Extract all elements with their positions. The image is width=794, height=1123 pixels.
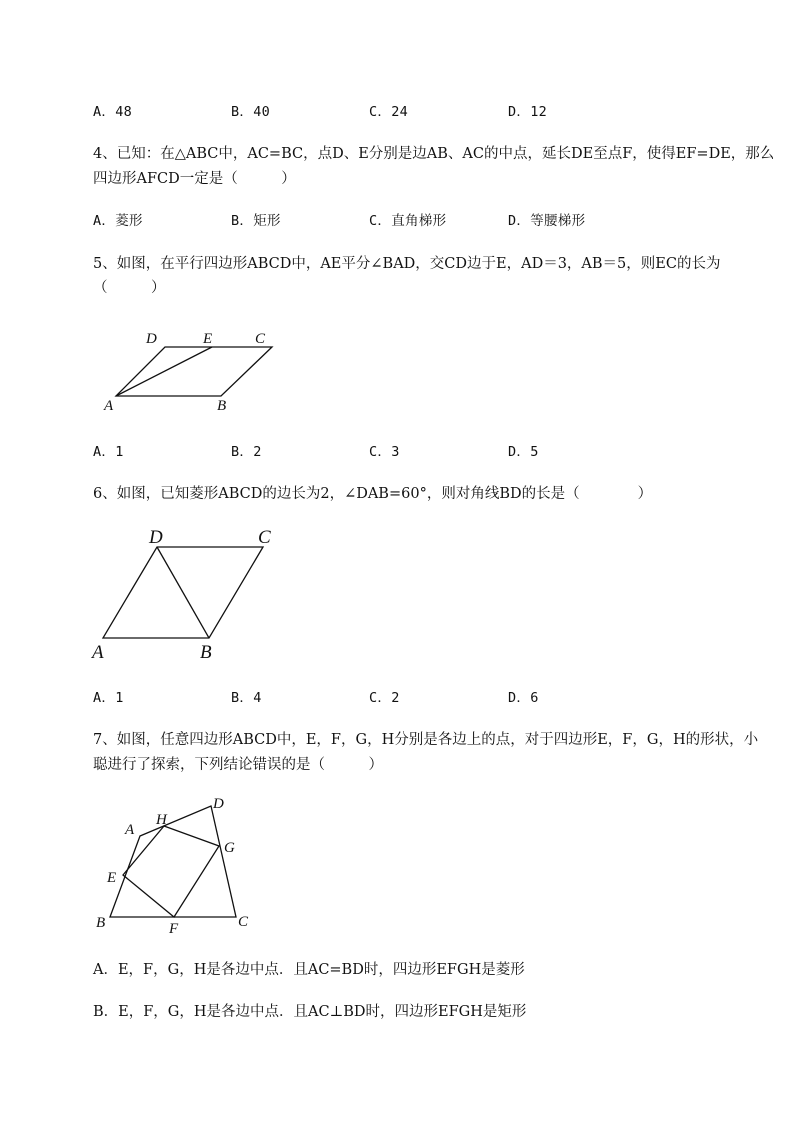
q5-stem-line2: （ ）: [93, 280, 166, 296]
q5-label-a: A: [104, 398, 114, 414]
q5-label-e: E: [203, 331, 213, 347]
q3-option-c: C．24: [369, 104, 409, 120]
q7-label-e: E: [107, 870, 117, 886]
q7-label-d: D: [213, 796, 224, 812]
q6-option-a: A．1: [93, 690, 124, 706]
q4-stem-line1: 4、已知：在△ABC中，AC=BC，点D、E分别是边AB、AC的中点，延长DE至点F，使得EF=DE，那么: [93, 146, 775, 162]
q6-label-a: A: [92, 642, 104, 663]
q4-option-c: C．直角梯形: [369, 213, 447, 229]
q7-stem-line1: 7、如图，任意四边形ABCD中，E，F，G，H分别是各边上的点，对于四边形E，F，G，H的形状，小: [93, 732, 759, 748]
q5-option-a: A．1: [93, 444, 124, 460]
q7-option-b: B．E，F，G，H是各边中点．且AC⊥BD时，四边形EFGH是矩形: [93, 1004, 527, 1020]
q5-option-d: D．5: [508, 444, 539, 460]
q7-quadrilateral-efgh: [123, 826, 219, 917]
q7-option-a: A．E，F，G，H是各边中点．且AC=BD时，四边形EFGH是菱形: [93, 962, 525, 978]
q7-label-f: F: [169, 921, 179, 937]
q7-stem-line2: 聪进行了探索，下列结论错误的是（ ）: [93, 757, 383, 773]
q5-option-c: C．3: [369, 444, 400, 460]
q5-label-c: C: [255, 331, 266, 347]
q5-option-b: B．2: [231, 444, 262, 460]
q4-stem-line2: 四边形AFCD一定是（ ）: [93, 171, 296, 187]
q4-option-a: A．菱形: [93, 213, 143, 229]
q5-label-b: B: [217, 398, 227, 414]
q6-label-b: B: [200, 642, 212, 663]
q7-label-g: G: [224, 840, 235, 856]
q6-label-d: D: [149, 527, 163, 548]
q5-label-d: D: [146, 331, 157, 347]
q6-option-c: C．2: [369, 690, 400, 706]
q7-label-a: A: [125, 822, 135, 838]
q6-option-b: B．4: [231, 690, 262, 706]
q4-option-d: D．等腰梯形: [508, 213, 586, 229]
q6-option-d: D．6: [508, 690, 539, 706]
q7-label-h: H: [156, 812, 167, 828]
q6-label-c: C: [258, 527, 271, 548]
q7-label-b: B: [96, 915, 106, 931]
q6-stem: 6、如图，已知菱形ABCD的边长为2，∠DAB=60°，则对角线BD的长是（ ）: [93, 486, 653, 502]
q7-label-c: C: [238, 914, 249, 930]
q3-option-a: A．48: [93, 104, 133, 120]
q4-option-b: B．矩形: [231, 213, 281, 229]
q3-option-d: D．12: [508, 104, 548, 120]
q3-option-b: B．40: [231, 104, 271, 120]
q5-stem-line1: 5、如图，在平行四边形ABCD中，AE平分∠BAD，交CD边于E，AD＝3，AB＝5，则EC的长为: [93, 256, 721, 272]
